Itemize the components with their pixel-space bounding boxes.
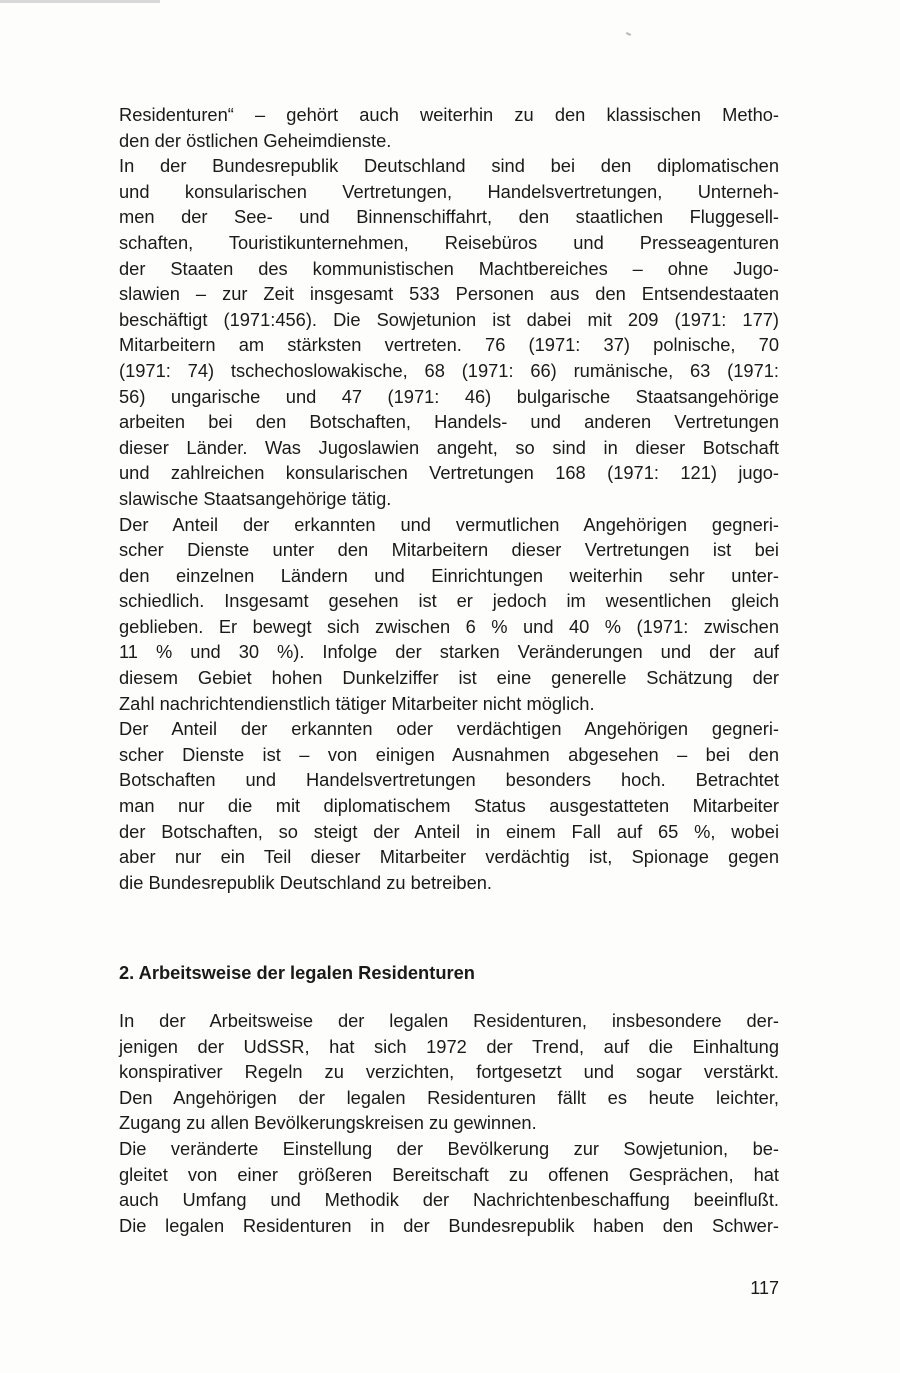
text-line: (1971: 74) tschechoslowakische, 68 (1971: 66) rumänische, 63 (1971: — [119, 359, 779, 381]
section-heading: 2. Arbeitsweise der legalen Residenturen — [119, 962, 475, 983]
text-line: den der östlichen Geheimdienste. — [119, 129, 392, 151]
text-line: schaften, Touristikunternehmen, Reisebüros und Presseagenturen — [119, 231, 779, 253]
text-line: In der Bundesrepublik Deutschland sind bei den diplomatischen — [119, 155, 779, 177]
text-line: auch Umfang und Methodik der Nachrichtenbeschaffung beeinflußt. — [119, 1189, 779, 1211]
text-line: den einzelnen Ländern und Einrichtungen weiterhin sehr unter- — [119, 564, 779, 586]
body-text-section-1 — [119, 102, 779, 895]
text-line: Der Anteil der erkannten oder verdächtigen Angehörigen gegneri- — [119, 718, 779, 740]
text-line: 56) ungarische und 47 (1971: 46) bulgarische Staatsangehörige — [119, 385, 779, 407]
text-line: und zahlreichen konsularischen Vertretungen 168 (1971: 121) jugo- — [119, 462, 779, 484]
text-line: scher Dienste unter den Mitarbeitern dieser Vertretungen ist bei — [119, 539, 779, 561]
text-line: und konsularischen Vertretungen, Handelsvertretungen, Unterneh- — [119, 180, 779, 202]
text-line: In der Arbeitsweise der legalen Residenturen, insbesondere der- — [119, 1010, 779, 1031]
text-line: diesem Gebiet hohen Dunkelziffer ist eine generelle Schätzung der — [119, 667, 779, 689]
text-line: Zugang zu allen Bevölkerungskreisen zu gewinnen. — [119, 1112, 537, 1134]
text-line: aber nur ein Teil dieser Mitarbeiter verdächtig ist, Spionage gegen — [119, 846, 779, 868]
text-line: konspirativer Regeln zu verzichten, fortgesetzt und sogar verstärkt. — [119, 1061, 779, 1083]
text-line: gleitet von einer größeren Bereitschaft zu offenen Gesprächen, hat — [119, 1163, 779, 1185]
text-line: Den Angehörigen der legalen Residenturen fällt es heute leichter, — [119, 1086, 779, 1108]
text-line: men der See- und Binnenschiffahrt, den staatlichen Fluggesell- — [119, 206, 779, 228]
text-line: slawien – zur Zeit insgesamt 533 Personen aus den Entsendestaaten — [119, 283, 779, 305]
text-line: scher Dienste ist – von einigen Ausnahmen abgesehen – bei den — [119, 743, 779, 765]
text-line: beschäftigt (1971:456). Die Sowjetunion ist dabei mit 209 (1971: 177) — [119, 308, 779, 330]
text-line: geblieben. Er bewegt sich zwischen 6 % und 40 % (1971: zwischen — [119, 615, 779, 637]
text-line: Residenturen“ – gehört auch weiterhin zu den klassischen Metho- — [119, 104, 779, 125]
text-line: der Botschaften, so steigt der Anteil in einem Fall auf 65 %, wobei — [119, 820, 779, 842]
body-text-section-2 — [119, 1008, 779, 1238]
text-line: dieser Länder. Was Jugoslawien angeht, so sind in dieser Botschaft — [119, 436, 779, 458]
text-line: Die legalen Residenturen in der Bundesrepublik haben den Schwer- — [119, 1214, 779, 1236]
text-line: man nur die mit diplomatischem Status ausgestatteten Mitarbeiter — [119, 795, 779, 817]
text-line: Die veränderte Einstellung der Bevölkerung zur Sowjetunion, be- — [119, 1137, 779, 1159]
scan-edge-mark — [0, 0, 160, 3]
page-number: 117 — [750, 1278, 779, 1298]
text-line: die Bundesrepublik Deutschland zu betreiben. — [119, 871, 492, 893]
text-line: Der Anteil der erkannten und vermutlichen Angehörigen gegneri- — [119, 513, 779, 535]
text-line: slawische Staatsangehörige tätig. — [119, 487, 392, 509]
text-line: 11 % und 30 %). Infolge der starken Veränderungen und der auf — [119, 641, 779, 663]
text-line: Botschaften und Handelsvertretungen besonders hoch. Betrachtet — [119, 769, 779, 791]
text-line: der Staaten des kommunistischen Machtbereiches – ohne Jugo- — [119, 257, 779, 279]
text-line: Mitarbeitern am stärksten vertreten. 76 (1971: 37) polnische, 70 — [119, 334, 779, 356]
text-line: Zahl nachrichtendienstlich tätiger Mitarbeiter nicht möglich. — [119, 692, 595, 714]
text-line: arbeiten bei den Botschaften, Handels- und anderen Vertretungen — [119, 411, 779, 433]
scan-speck — [626, 32, 631, 36]
text-line: jenigen der UdSSR, hat sich 1972 der Trend, auf die Einhaltung — [119, 1035, 779, 1057]
text-line: schiedlich. Insgesamt gesehen ist er jedoch im wesentlichen gleich — [119, 590, 779, 612]
